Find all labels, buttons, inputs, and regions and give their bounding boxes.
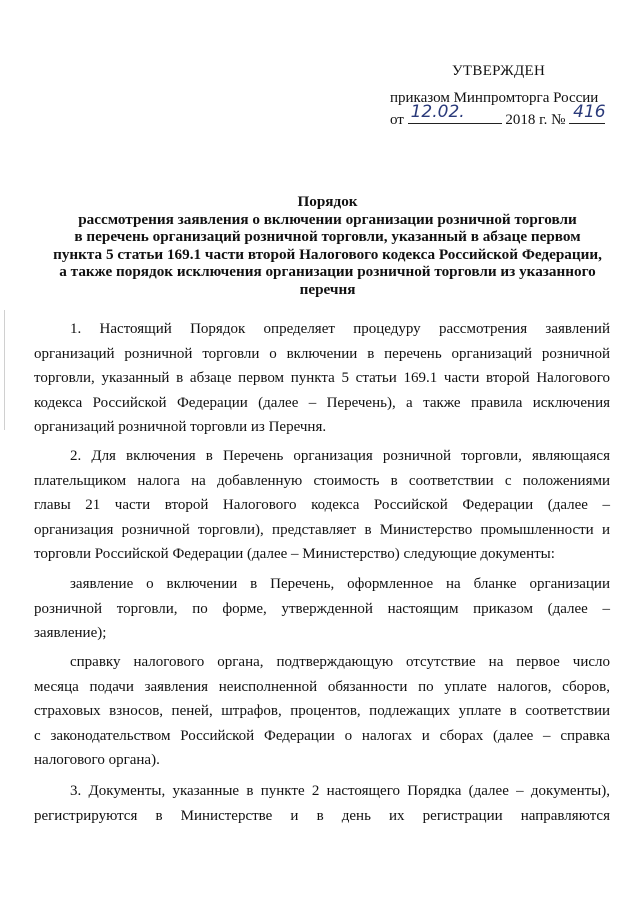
approval-order-text: приказом Минпромторга России <box>390 90 599 106</box>
heading-line: перечня <box>299 280 356 298</box>
document-heading <box>40 193 615 298</box>
scan-edge-mark <box>4 310 5 430</box>
date-prefix: от <box>390 112 404 128</box>
paragraph-line: заявление); <box>34 625 107 641</box>
heading-line: Порядок <box>297 193 358 210</box>
paragraph-line: 3. Документы, указанные в пункте 2 настоящего Порядка (далее – документы), <box>70 783 610 799</box>
number-blank <box>569 102 606 124</box>
paragraph-line: налогового органа). <box>34 752 160 768</box>
paragraph-1 <box>34 317 610 440</box>
year-text: 2018 г. № <box>505 112 566 128</box>
paragraph-line: 2. Для включения в Перечень организация розничной торговли, являющаяся <box>70 448 610 464</box>
paragraph-line: 1. Настоящий Порядок определяет процедуру рассмотрения заявлений <box>70 321 610 337</box>
paragraph-line: организация розничной торговли), представляет в Министерство промышленности и <box>34 521 610 538</box>
paragraph-line: страховых взносов, пеней, штрафов, процентов, подлежащих уплате в соответствии <box>34 703 610 719</box>
date-blank <box>408 102 502 124</box>
heading-line: а также порядок исключения организации розничной торговли из указанного <box>59 263 596 280</box>
approval-date-line <box>390 102 606 130</box>
paragraph-5 <box>34 779 610 828</box>
heading-line: рассмотрения заявления о включении организации розничной торговли <box>78 210 577 228</box>
paragraph-line: с законодательством Российской Федерации о налогах и сборах (далее – справка <box>34 727 610 744</box>
paragraph-line: торговли, указанный в абзаце первом пункта 5 статьи 169.1 части второй Налогового <box>34 370 610 386</box>
paragraph-line: справку налогового органа, подтверждающую отсутствие на первое число <box>70 654 610 670</box>
handwritten-number: 416 <box>573 102 606 122</box>
handwritten-date: 12.02. <box>410 102 465 122</box>
paragraph-3 <box>34 572 610 646</box>
paragraph-line: регистрируются в Министерстве и в день их регистрации направляются <box>34 807 610 824</box>
approval-title: УТВЕРЖДЕН <box>452 63 546 79</box>
heading-line: пункта 5 статьи 169.1 части второй Налогового кодекса Российской Федерации, <box>53 245 602 263</box>
paragraph-line: торговли Российской Федерации (далее – Министерство) следующие документы: <box>34 546 555 562</box>
paragraph-line: плательщиком налога на добавленную стоимость в соответствии с положениями <box>34 472 610 489</box>
paragraph-line: организаций розничной торговли из Перечня. <box>34 419 327 435</box>
paragraph-line: организаций розничной торговли о включении в перечень организаций розничной <box>34 345 610 362</box>
paragraph-line: месяца подачи заявления неисполненной обязанности по уплате налогов, сборов, <box>34 678 610 695</box>
paragraph-line: розничной торговли, по форме, утвержденной настоящим приказом (далее – <box>34 600 610 617</box>
heading-line: в перечень организаций розничной торговли, указанный в абзаце первом <box>74 228 581 245</box>
paragraph-2 <box>34 444 610 567</box>
paragraph-line: главы 21 части второй Налогового кодекса Российской Федерации (далее – <box>34 497 610 513</box>
paragraph-line: заявление о включении в Перечень, оформленное на бланке организации <box>70 576 610 592</box>
paragraph-line: кодекса Российской Федерации (далее – Перечень), а также правила исключения <box>34 394 610 411</box>
paragraph-4 <box>34 650 610 773</box>
